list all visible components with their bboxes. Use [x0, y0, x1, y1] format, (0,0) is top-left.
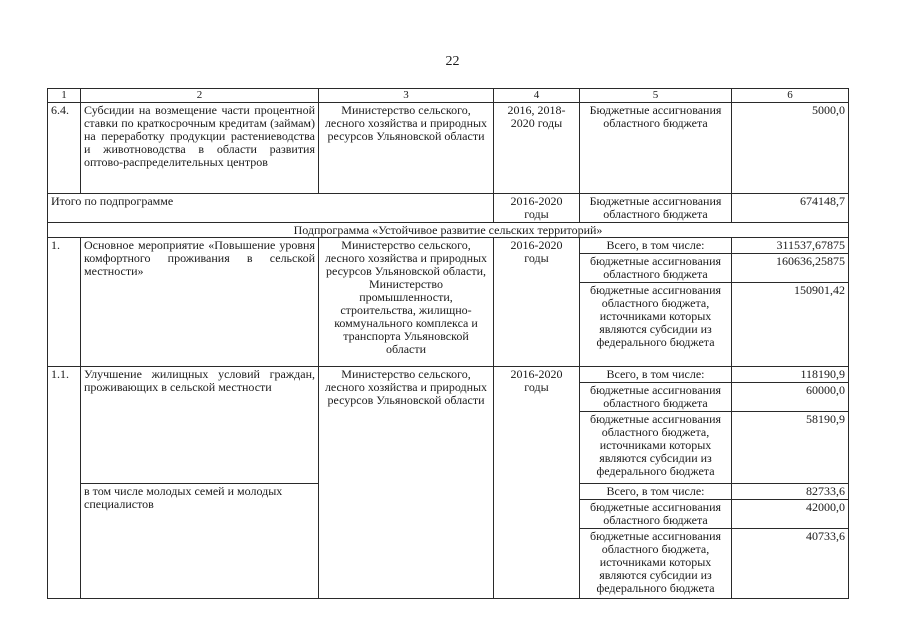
implementation-years: 2016-2020 годы [494, 194, 580, 223]
responsible-ministry: Министерство сельского, лесного хозяйства и природных ресурсов Ульяновской области [319, 367, 494, 599]
measure-name: Субсидии на возмещение части процентной ставки по краткосрочным кредитам (займам) на переработку продукции растениеводства и животноводства в области развития оптово-распределительных центров [81, 103, 319, 194]
row-number: 6.4. [48, 103, 81, 194]
column-number: 6 [732, 89, 849, 103]
funding-amount: 82733,6 [732, 484, 849, 500]
row-number: 1. [48, 238, 81, 367]
funding-source: Всего, в том числе: [580, 484, 732, 500]
funding-amount: 674148,7 [732, 194, 849, 223]
column-number: 4 [494, 89, 580, 103]
measure-name: Основное мероприятие «Повышение уровня комфортного проживания в сельской местности» [81, 238, 319, 367]
budget-table [47, 88, 849, 599]
funding-amount: 40733,6 [732, 529, 849, 599]
column-number: 1 [48, 89, 81, 103]
funding-amount: 42000,0 [732, 500, 849, 529]
total-row [48, 194, 849, 223]
funding-amount: 118190,9 [732, 367, 849, 383]
row-number: 1.1. [48, 367, 81, 599]
funding-source: бюджетные ассигнования областного бюджета, источниками которых являются субсидии из федерального бюджета [580, 283, 732, 367]
funding-source: бюджетные ассигнования областного бюджета, источниками которых являются субсидии из федерального бюджета [580, 529, 732, 599]
funding-amount: 58190,9 [732, 412, 849, 484]
measure-subname: в том числе молодых семей и молодых специалистов [81, 484, 319, 599]
funding-amount: 60000,0 [732, 383, 849, 412]
column-number: 5 [580, 89, 732, 103]
column-number: 2 [81, 89, 319, 103]
funding-source: бюджетные ассигнования областного бюджета [580, 500, 732, 529]
funding-source: бюджетные ассигнования областного бюджета [580, 383, 732, 412]
funding-source: бюджетные ассигнования областного бюджета [580, 254, 732, 283]
total-label: Итого по подпрограмме [48, 194, 494, 223]
funding-source: Всего, в том числе: [580, 367, 732, 383]
funding-source: Бюджетные ассигнования областного бюджета [580, 194, 732, 223]
funding-source: бюджетные ассигнования областного бюджета, источниками которых являются субсидии из федерального бюджета [580, 412, 732, 484]
implementation-years: 2016-2020 годы [494, 367, 580, 599]
funding-amount: 150901,42 [732, 283, 849, 367]
subprogram-row [48, 223, 849, 238]
column-number: 3 [319, 89, 494, 103]
responsible-ministry: Министерство сельского, лесного хозяйства и природных ресурсов Ульяновской области [319, 103, 494, 194]
page-number: 22 [445, 54, 460, 69]
table-row [48, 103, 849, 194]
funding-source: Бюджетные ассигнования областного бюджета [580, 103, 732, 194]
funding-source: Всего, в том числе: [580, 238, 732, 254]
implementation-years: 2016-2020 годы [494, 238, 580, 367]
funding-amount: 311537,67875 [732, 238, 849, 254]
funding-amount: 5000,0 [732, 103, 849, 194]
implementation-years: 2016, 2018-2020 годы [494, 103, 580, 194]
table-row [48, 367, 849, 383]
funding-amount: 160636,25875 [732, 254, 849, 283]
column-number-row [48, 89, 849, 103]
measure-name: Улучшение жилищных условий граждан, проживающих в сельской местности [81, 367, 319, 484]
subprogram-title: Подпрограмма «Устойчивое развитие сельских территорий» [48, 223, 849, 238]
responsible-ministry: Министерство сельского, лесного хозяйства и природных ресурсов Ульяновской области, Министерство промышленности, строительства, жилищно-коммунального комплекса и транспорта Ульяновской области [319, 238, 494, 367]
table-row [48, 238, 849, 254]
